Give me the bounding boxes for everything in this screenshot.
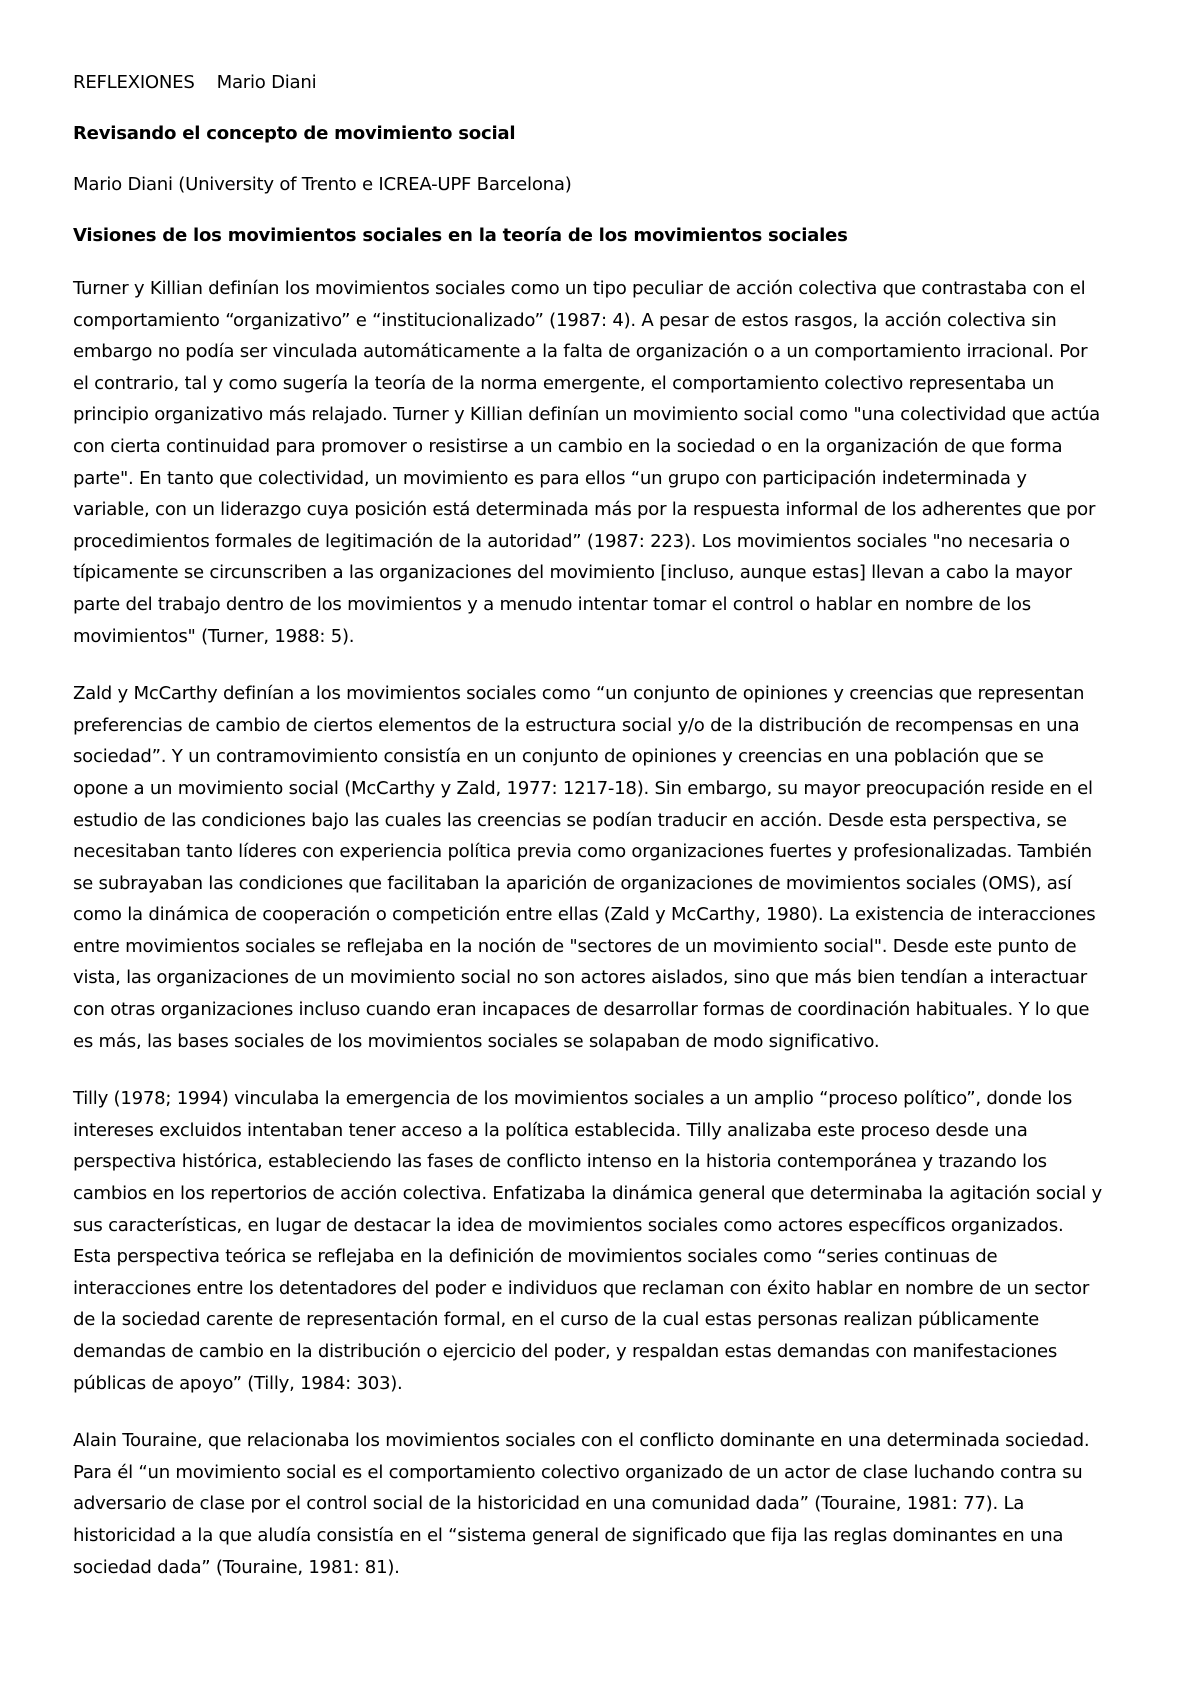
author-affiliation: Mario Diani (University of Trento e ICREA-UPF Barcelona) <box>73 174 572 195</box>
header-author-label: Mario Diani <box>216 72 317 93</box>
header-section-label: REFLEXIONES <box>73 72 195 93</box>
section-heading: Visiones de los movimientos sociales en la teoría de los movimientos sociales <box>73 225 848 246</box>
article-title: Revisando el concepto de movimiento social <box>73 123 516 144</box>
paragraph-turner-killian: Turner y Killian definían los movimientos sociales como un tipo peculiar de acción colectiva que contrastaba con el comportamiento “organizativo” e “institucionalizado” (1987: 4). A pesar de estos rasgos, la acción colectiva sin embargo no podía ser vinculada automáticamente a la falta de organización o a un comportamiento irracional. Por el contrario, tal y como sugería la teoría de la norma emergente, el comportamiento colectivo representaba un principio organizativo más relajado. Turner y Killian definían un movimiento social como "una colectividad que actúa con cierta continuidad para promover o resistirse a un cambio en la sociedad o en la organización de que forma parte". En tanto que colectividad, un movimiento es para ellos “un grupo con participación indeterminada y variable, con un liderazgo cuya posición está determinada más por la respuesta informal de los adherentes que por procedimientos formales de legitimación de la autoridad” (1987: 223). Los movimientos sociales "no necesaria o típicamente se circunscriben a las organizaciones del movimiento [incluso, aunque estas] llevan a cabo la mayor parte del trabajo dentro de los movimientos y a menudo intentar tomar el control o hablar en nombre de los movimientos" (Turner, 1988: 5). <box>73 278 1100 647</box>
running-header <box>73 70 1103 96</box>
paragraph-zald-mccarthy: Zald y McCarthy definían a los movimientos sociales como “un conjunto de opiniones y creencias que representan preferencias de cambio de ciertos elementos de la estructura social y/o de la distribución de recompensas en una sociedad”. Y un contramovimiento consistía en un conjunto de opiniones y creencias en una población que se opone a un movimiento social (McCarthy y Zald, 1977: 1217-18). Sin embargo, su mayor preocupación reside en el estudio de las condiciones bajo las cuales las creencias se podían traducir en acción. Desde esta perspectiva, se necesitaban tanto líderes con experiencia política previa como organizaciones fuertes y profesionalizadas. También se subrayaban las condiciones que facilitaban la aparición de organizaciones de movimientos sociales (OMS), así como la dinámica de cooperación o competición entre ellas (Zald y McCarthy, 1980). La existencia de interacciones entre movimientos sociales se reflejaba en la noción de "sectores de un movimiento social". Desde este punto de vista, las organizaciones de un movimiento social no son actores aislados, sino que más bien tendían a interactuar con otras organizaciones incluso cuando eran incapaces de desarrollar formas de coordinación habituales. Y lo que es más, las bases sociales de los movimientos sociales se solapaban de modo significativo. <box>73 683 1096 1052</box>
document-page <box>73 70 1103 1609</box>
paragraph-tilly: Tilly (1978; 1994) vinculaba la emergencia de los movimientos sociales a un amplio “proceso político”, donde los intereses excluidos intentaban tener acceso a la política establecida. Tilly analizaba este proceso desde una perspectiva histórica, estableciendo las fases de conflicto intenso en la historia contemporánea y trazando los cambios en los repertorios de acción colectiva. Enfatizaba la dinámica general que determinaba la agitación social y sus características, en lugar de destacar la idea de movimientos sociales como actores específicos organizados. Esta perspectiva teórica se reflejaba en la definición de movimientos sociales como “series continuas de interacciones entre los detentadores del poder e individuos que reclaman con éxito hablar en nombre de un sector de la sociedad carente de representación formal, en el curso de la cual estas personas realizan públicamente demandas de cambio en la distribución o ejercicio del poder, y respaldan estas demandas con manifestaciones públicas de apoyo” (Tilly, 1984: 303). <box>73 1088 1102 1394</box>
paragraph-touraine: Alain Touraine, que relacionaba los movimientos sociales con el conflicto dominante en una determinada sociedad. Para él “un movimiento social es el comportamiento colectivo organizado de un actor de clase luchando contra su adversario de clase por el control social de la historicidad en una comunidad dada” (Touraine, 1981: 77). La historicidad a la que aludía consistía en el “sistema general de significado que fija las reglas dominantes en una sociedad dada” (Touraine, 1981: 81). <box>73 1430 1090 1578</box>
